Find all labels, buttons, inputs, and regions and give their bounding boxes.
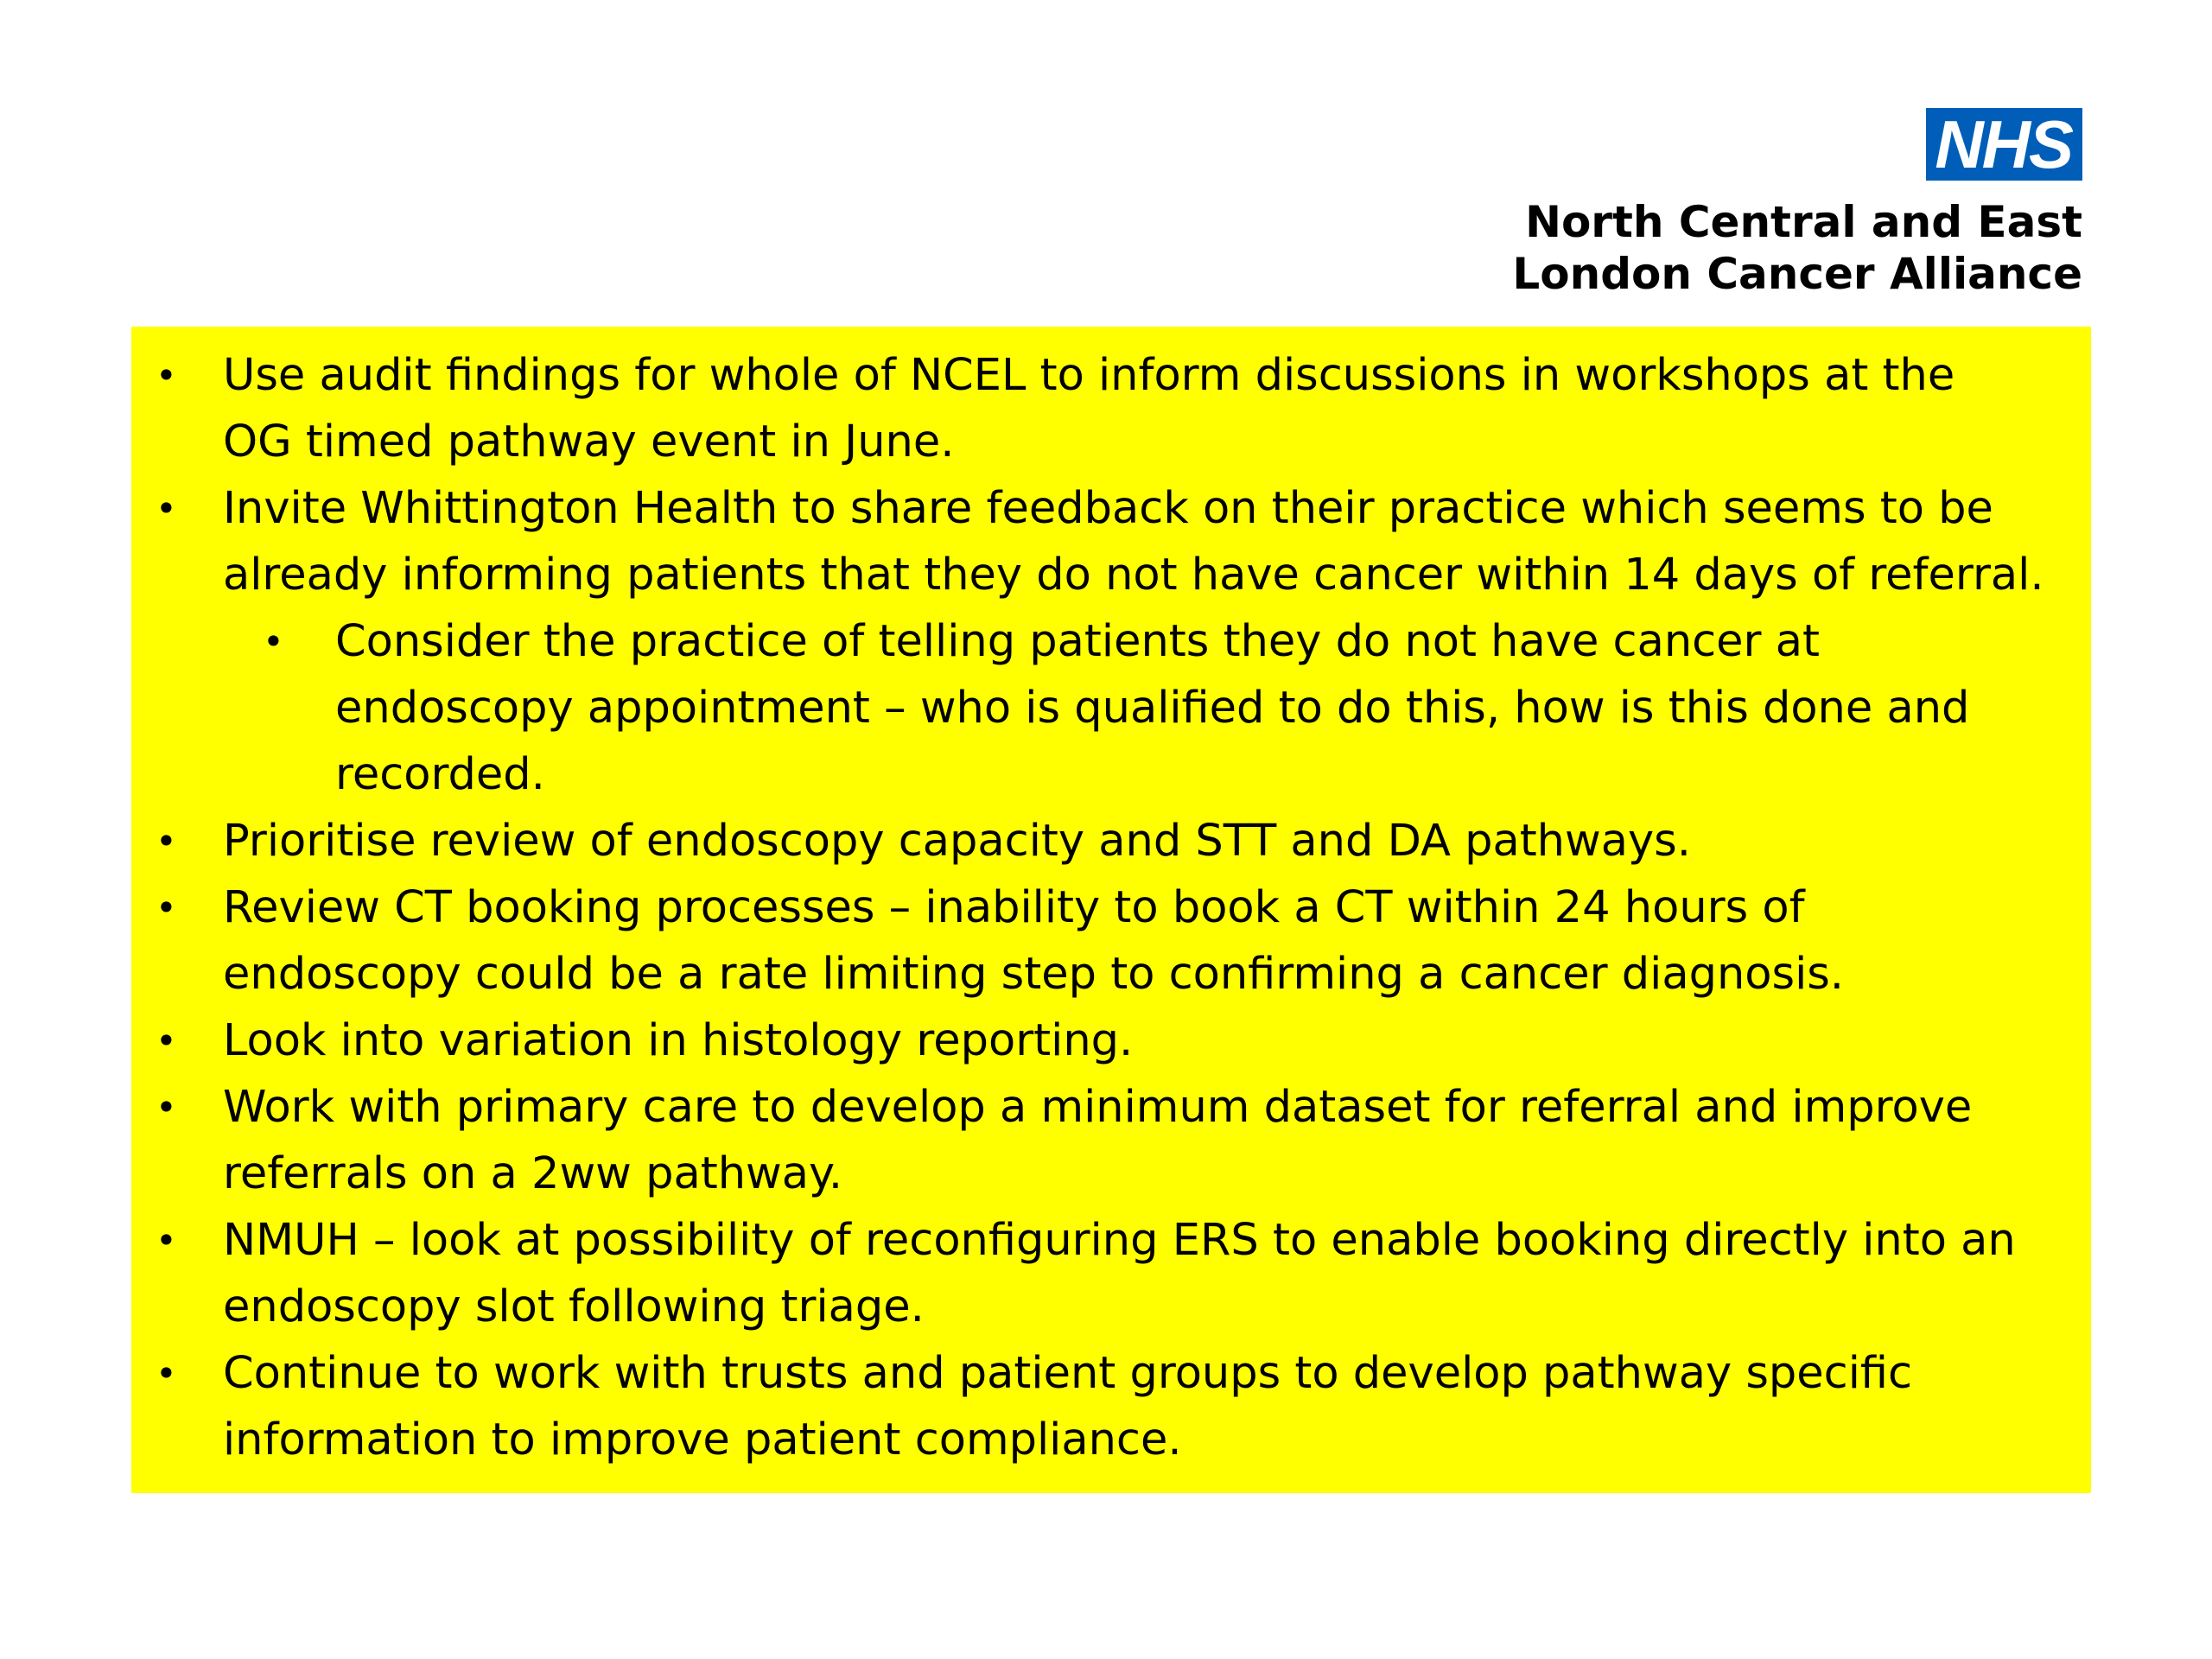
- nhs-logo: NHS: [1926, 108, 2082, 181]
- bullet-icon: •: [156, 487, 177, 530]
- list-item-line: NMUH – look at possibility of reconfiguring ERS to enable booking directly into an: [223, 1215, 2016, 1266]
- list-item: [131, 1007, 2070, 1074]
- list-item: [131, 808, 2070, 874]
- list-item-line: recorded.: [335, 749, 545, 800]
- list-item-line: Prioritise review of endoscopy capacity and STT and DA pathways.: [223, 816, 1691, 867]
- list-item: [131, 342, 2070, 475]
- list-item: [131, 1074, 2070, 1207]
- logo-block: [1391, 108, 2082, 300]
- bullet-icon: •: [156, 887, 177, 929]
- organisation-name: [1391, 196, 2082, 300]
- organisation-name-line-2: London Cancer Alliance: [1512, 249, 2082, 299]
- sub-list-item: [131, 608, 2070, 808]
- bullet-list: [131, 342, 2070, 1473]
- list-item-line: endoscopy could be a rate limiting step to confirming a cancer diagnosis.: [223, 949, 1845, 1000]
- list-item-line: OG timed pathway event in June.: [223, 416, 955, 467]
- bullet-icon: •: [156, 1086, 177, 1128]
- content-panel: [131, 327, 2091, 1493]
- list-item-line: Use audit findings for whole of NCEL to inform discussions in workshops at the: [223, 350, 1955, 401]
- list-item: [131, 1340, 2070, 1473]
- list-item-line: referrals on a 2ww pathway.: [223, 1148, 843, 1199]
- bullet-icon: •: [156, 1352, 177, 1395]
- list-item-line: information to improve patient compliance.: [223, 1414, 1182, 1465]
- list-item: [131, 475, 2070, 608]
- list-item-line: Work with primary care to develop a minimum dataset for referral and improve: [223, 1082, 1973, 1133]
- list-item-line: endoscopy appointment – who is qualified to do this, how is this done and: [335, 683, 1970, 734]
- list-item-line: Invite Whittington Health to share feedback on their practice which seems to be: [223, 483, 1993, 534]
- list-item-line: Look into variation in histology reporting.: [223, 1015, 1134, 1066]
- list-item-line: Continue to work with trusts and patient groups to develop pathway specific: [223, 1348, 1913, 1399]
- list-item: [131, 874, 2070, 1007]
- bullet-icon: •: [263, 620, 284, 663]
- list-item-line: already informing patients that they do not have cancer within 14 days of referral.: [223, 550, 2044, 601]
- list-item-line: Review CT booking processes – inability to book a CT within 24 hours of: [223, 882, 1805, 933]
- bullet-icon: •: [156, 1219, 177, 1262]
- organisation-name-line-1: North Central and East: [1525, 197, 2082, 247]
- list-item-line: Consider the practice of telling patients they do not have cancer at: [335, 616, 1820, 667]
- list-item: [131, 1207, 2070, 1340]
- bullet-icon: •: [156, 1020, 177, 1062]
- bullet-icon: •: [156, 354, 177, 397]
- list-item-line: endoscopy slot following triage.: [223, 1281, 925, 1332]
- bullet-icon: •: [156, 820, 177, 862]
